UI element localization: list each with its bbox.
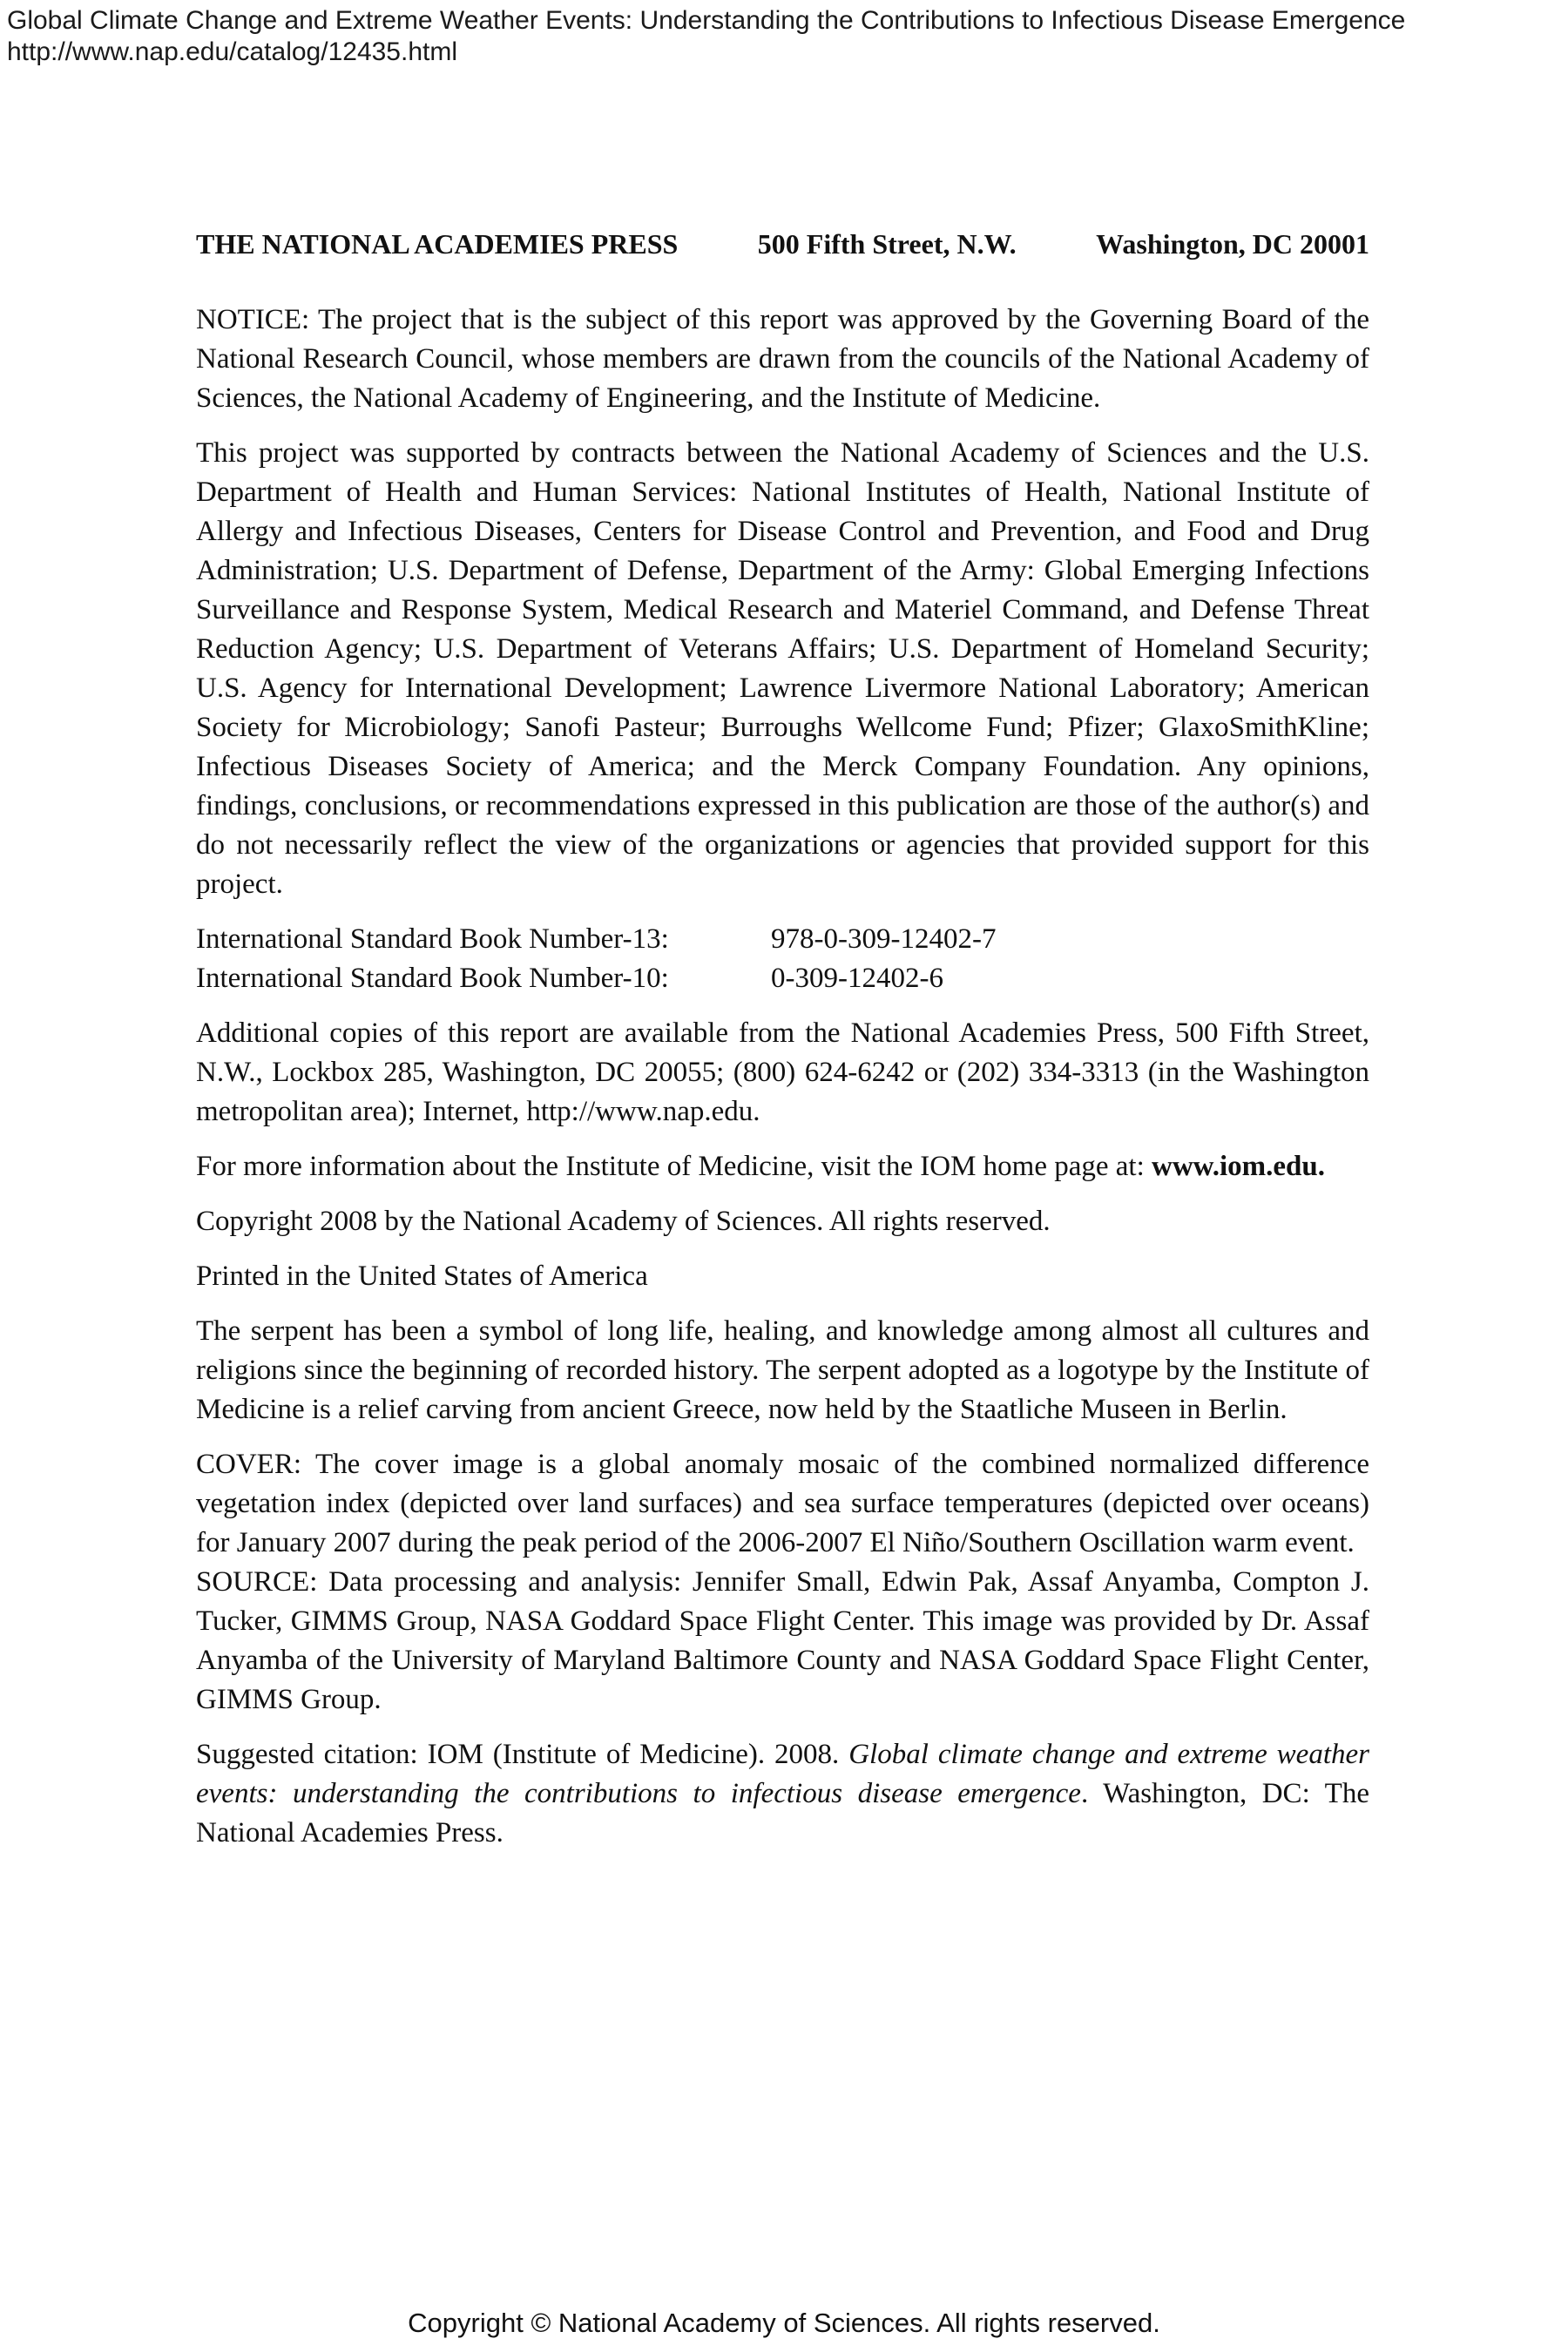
page-header [7,5,1568,68]
isbn10-value: 0-309-12402-6 [771,963,943,994]
isbn-block [196,920,1369,998]
publisher-name: THE NATIONAL ACADEMIES PRESS [196,228,679,260]
citation-suffix: . Washington, DC: The National Academies Press. [196,1778,1369,1848]
isbn13-row [196,920,1369,959]
iom-info-text: For more information about the Institute of Medicine, visit the IOM home page at: [196,1151,1152,1182]
document-title: Global Climate Change and Extreme Weather Events: Understanding the Contributions to Infectious Disease Emergence [7,6,1406,35]
copyright-page-content [196,225,1369,1869]
support-paragraph: This project was supported by contracts between the National Academy of Sciences and the U.S. Department of Health and Human Services: National Institutes of Health, National Institute of Allergy and Infectious Diseases, Centers for Disease Control and Prevention, and Food and Drug Administration; U.S. Department of Defense, Department of the Army: Global Emerging Infections Surveillance and Response System, Medical Research and Materiel Command, and Defense Threat Reduction Agency; U.S. Department of Veterans Affairs; U.S. Department of Homeland Security; U.S. Agency for International Development; Lawrence Livermore National Laboratory; American Society for Microbiology; Sanofi Pasteur; Burroughs Wellcome Fund; Pfizer; GlaxoSmithKline; Infectious Diseases Society of America; and the Merck Company Foundation. Any opinions, findings, conclusions, or recommendations expressed in this publication are those of the author(s) and do not necessarily reflect the view of the organizations or agencies that provided support for this project. [196,437,1369,900]
cover-paragraph: COVER: The cover image is a global anomaly mosaic of the combined normalized difference vegetation index (depicted over land surfaces) and sea surface temperatures (depicted over oceans) for January 2007 during the peak period of the 2006-2007 El Niño/Southern Oscillation warm event. [196,1449,1369,1558]
printed-paragraph: Printed in the United States of America [196,1260,648,1292]
isbn13-value: 978-0-309-12402-7 [771,923,997,955]
notice-paragraph: NOTICE: The project that is the subject of this report was approved by the Governing Board of the National Research Council, whose members are drawn from the councils of the National Academy of Sciences, the National Academy of Engineering, and the Institute of Medicine. [196,304,1369,414]
citation-title: Global climate change and extreme weather events: understanding the contributions to infectious disease emergence [196,1739,1369,1809]
publisher-city: Washington, DC 20001 [1096,228,1369,260]
document-url[interactable]: http://www.nap.edu/catalog/12435.html [7,37,458,66]
citation-paragraph [196,1735,1369,1853]
serpent-paragraph: The serpent has been a symbol of long life, healing, and knowledge among almost all cultures and religions since the beginning of recorded history. The serpent adopted as a logotype by the Institute of Medicine is a relief carving from ancient Greece, now held by the Staatliche Museen in Berlin. [196,1315,1369,1425]
iom-info-paragraph [196,1147,1369,1186]
source-paragraph: SOURCE: Data processing and analysis: Jennifer Small, Edwin Pak, Assaf Anyamba, Compton J. Tucker, GIMMS Group, NASA Goddard Space Flight Center. This image was provided by Dr. Assaf Anyamba of the University of Maryland Baltimore County and NASA Goddard Space Flight Center, GIMMS Group. [196,1566,1369,1715]
isbn10-label: International Standard Book Number-10: [196,963,669,994]
page-footer: Copyright © National Academy of Sciences. All rights reserved. [408,2308,1160,2338]
iom-link[interactable]: www.iom.edu. [1152,1151,1325,1182]
isbn10-row [196,959,1369,998]
copies-paragraph: Additional copies of this report are available from the National Academies Press, 500 Fifth Street, N.W., Lockbox 285, Washington, DC 20055; (800) 624-6242 or (202) 334-3313 (in the Washington metropolitan area); Internet, http://www.nap.edu. [196,1017,1369,1127]
publisher-street: 500 Fifth Street, N.W. [757,228,1017,260]
copyright-paragraph: Copyright 2008 by the National Academy of Sciences. All rights reserved. [196,1206,1051,1237]
publisher-line [196,225,1369,264]
isbn13-label: International Standard Book Number-13: [196,923,669,955]
citation-prefix: Suggested citation: IOM (Institute of Medicine). 2008. [196,1739,849,1770]
